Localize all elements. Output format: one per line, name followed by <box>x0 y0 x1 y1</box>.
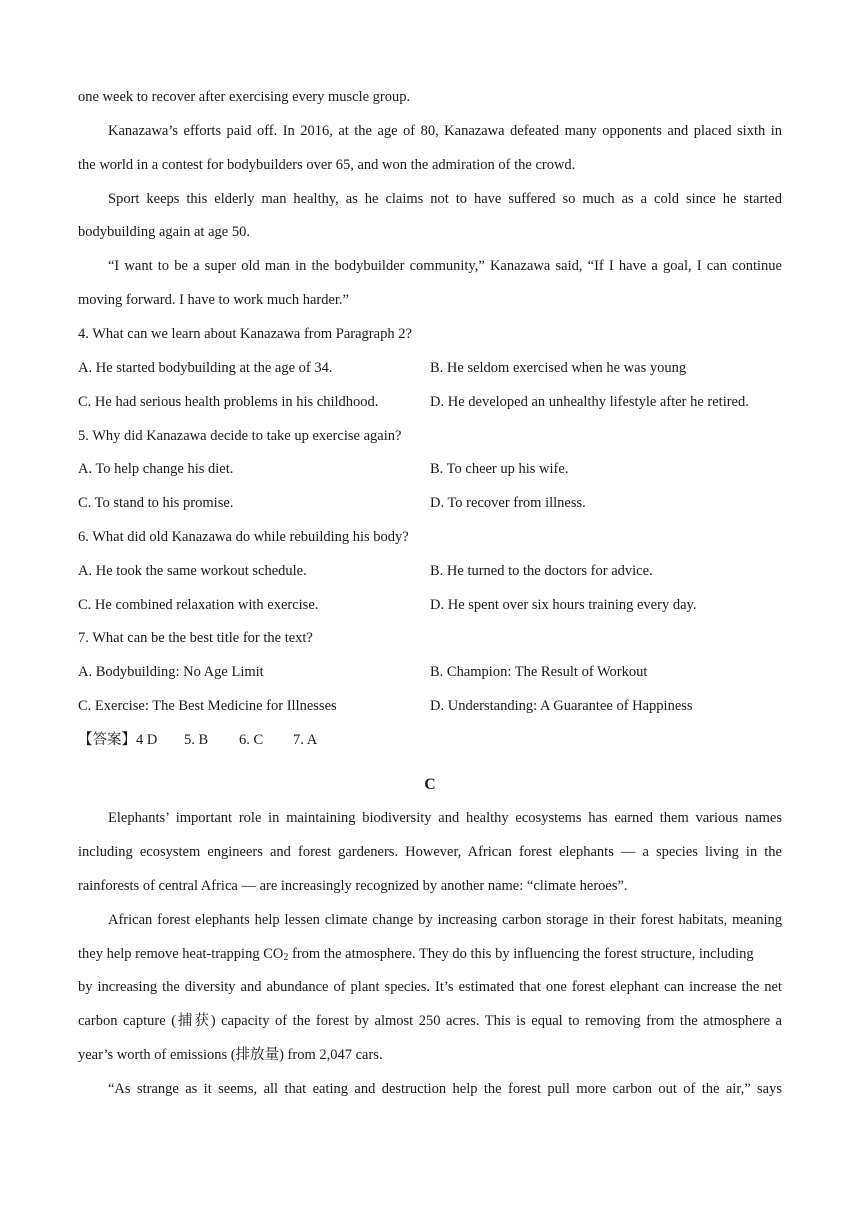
passage-line: moving forward. I have to work much harder.” <box>78 292 349 308</box>
answer-option: C. Exercise: The Best Medicine for Illnesses <box>78 698 337 714</box>
passage-line: bodybuilding again at age 50. <box>78 224 250 240</box>
question-stem: 7. What can be the best title for the text? <box>78 630 313 646</box>
answer-option: D. To recover from illness. <box>430 495 586 511</box>
answer-key-item: 7. A <box>293 732 318 748</box>
passage-line: African forest elephants help lessen climate change by increasing carbon storage in their forest habitats, meaning <box>108 912 782 928</box>
passage-line: year’s worth of emissions (排放量) from 2,047 cars. <box>78 1047 383 1063</box>
answer-key-label: 【答案】 <box>78 732 136 748</box>
answer-key-item: 6. C <box>239 732 264 748</box>
answer-option: A. He took the same workout schedule. <box>78 563 307 579</box>
answer-option: C. He combined relaxation with exercise. <box>78 597 319 613</box>
answer-key-item: 5. B <box>184 732 209 748</box>
passage-line-with-formula <box>78 944 782 964</box>
answer-option: C. To stand to his promise. <box>78 495 234 511</box>
passage-text: they help remove heat-trapping CO <box>78 946 284 962</box>
answer-option: B. Champion: The Result of Workout <box>430 664 648 680</box>
answer-option: D. Understanding: A Guarantee of Happiness <box>430 698 693 714</box>
answer-option: B. He seldom exercised when he was young <box>430 360 687 376</box>
passage-line: including ecosystem engineers and forest gardeners. However, African forest elephants — a species living in the <box>78 844 782 860</box>
passage-line: “As strange as it seems, all that eating and destruction help the forest pull more carbon out of the air,” says <box>108 1081 782 1097</box>
answer-option: C. He had serious health problems in his childhood. <box>78 394 379 410</box>
passage-line: Sport keeps this elderly man healthy, as he claims not to have suffered so much as a cold since he started <box>108 191 782 207</box>
answer-option: B. To cheer up his wife. <box>430 461 569 477</box>
subscript: 2 <box>283 952 289 963</box>
passage-line: the world in a contest for bodybuilders over 65, and won the admiration of the crowd. <box>78 157 576 173</box>
passage-line: by increasing the diversity and abundance of plant species. It’s estimated that one forest elephant can increase the net <box>78 979 782 995</box>
answer-key <box>78 730 317 750</box>
answer-option: B. He turned to the doctors for advice. <box>430 563 653 579</box>
answer-option: A. Bodybuilding: No Age Limit <box>78 664 264 680</box>
question-stem: 4. What can we learn about Kanazawa from Paragraph 2? <box>78 326 412 342</box>
passage-line: one week to recover after exercising every muscle group. <box>78 89 411 105</box>
question-stem: 5. Why did Kanazawa decide to take up exercise again? <box>78 428 402 444</box>
question-stem: 6. What did old Kanazawa do while rebuilding his body? <box>78 529 409 545</box>
passage-line: Elephants’ important role in maintaining biodiversity and healthy ecosystems has earned them various names <box>108 810 782 826</box>
passage-line: carbon capture (捕获) capacity of the forest by almost 250 acres. This is equal to removing from the atmosphere a <box>78 1013 782 1029</box>
passage-line: rainforests of central Africa — are increasingly recognized by another name: “climate heroes”. <box>78 878 628 894</box>
passage-line: Kanazawa’s efforts paid off. In 2016, at the age of 80, Kanazawa defeated many opponents and placed sixth in <box>108 123 782 139</box>
answer-option: A. To help change his diet. <box>78 461 234 477</box>
answer-option: D. He spent over six hours training every day. <box>430 597 697 613</box>
section-heading: C <box>424 776 436 793</box>
passage-line: “I want to be a super old man in the bodybuilder community,” Kanazawa said, “If I have a goal, I can continue <box>108 258 782 274</box>
passage-text: from the atmosphere. They do this by influencing the forest structure, including <box>288 946 754 962</box>
answer-key-item: 4 D <box>136 732 158 748</box>
answer-option: D. He developed an unhealthy lifestyle after he retired. <box>430 394 749 410</box>
answer-option: A. He started bodybuilding at the age of 34. <box>78 360 333 376</box>
